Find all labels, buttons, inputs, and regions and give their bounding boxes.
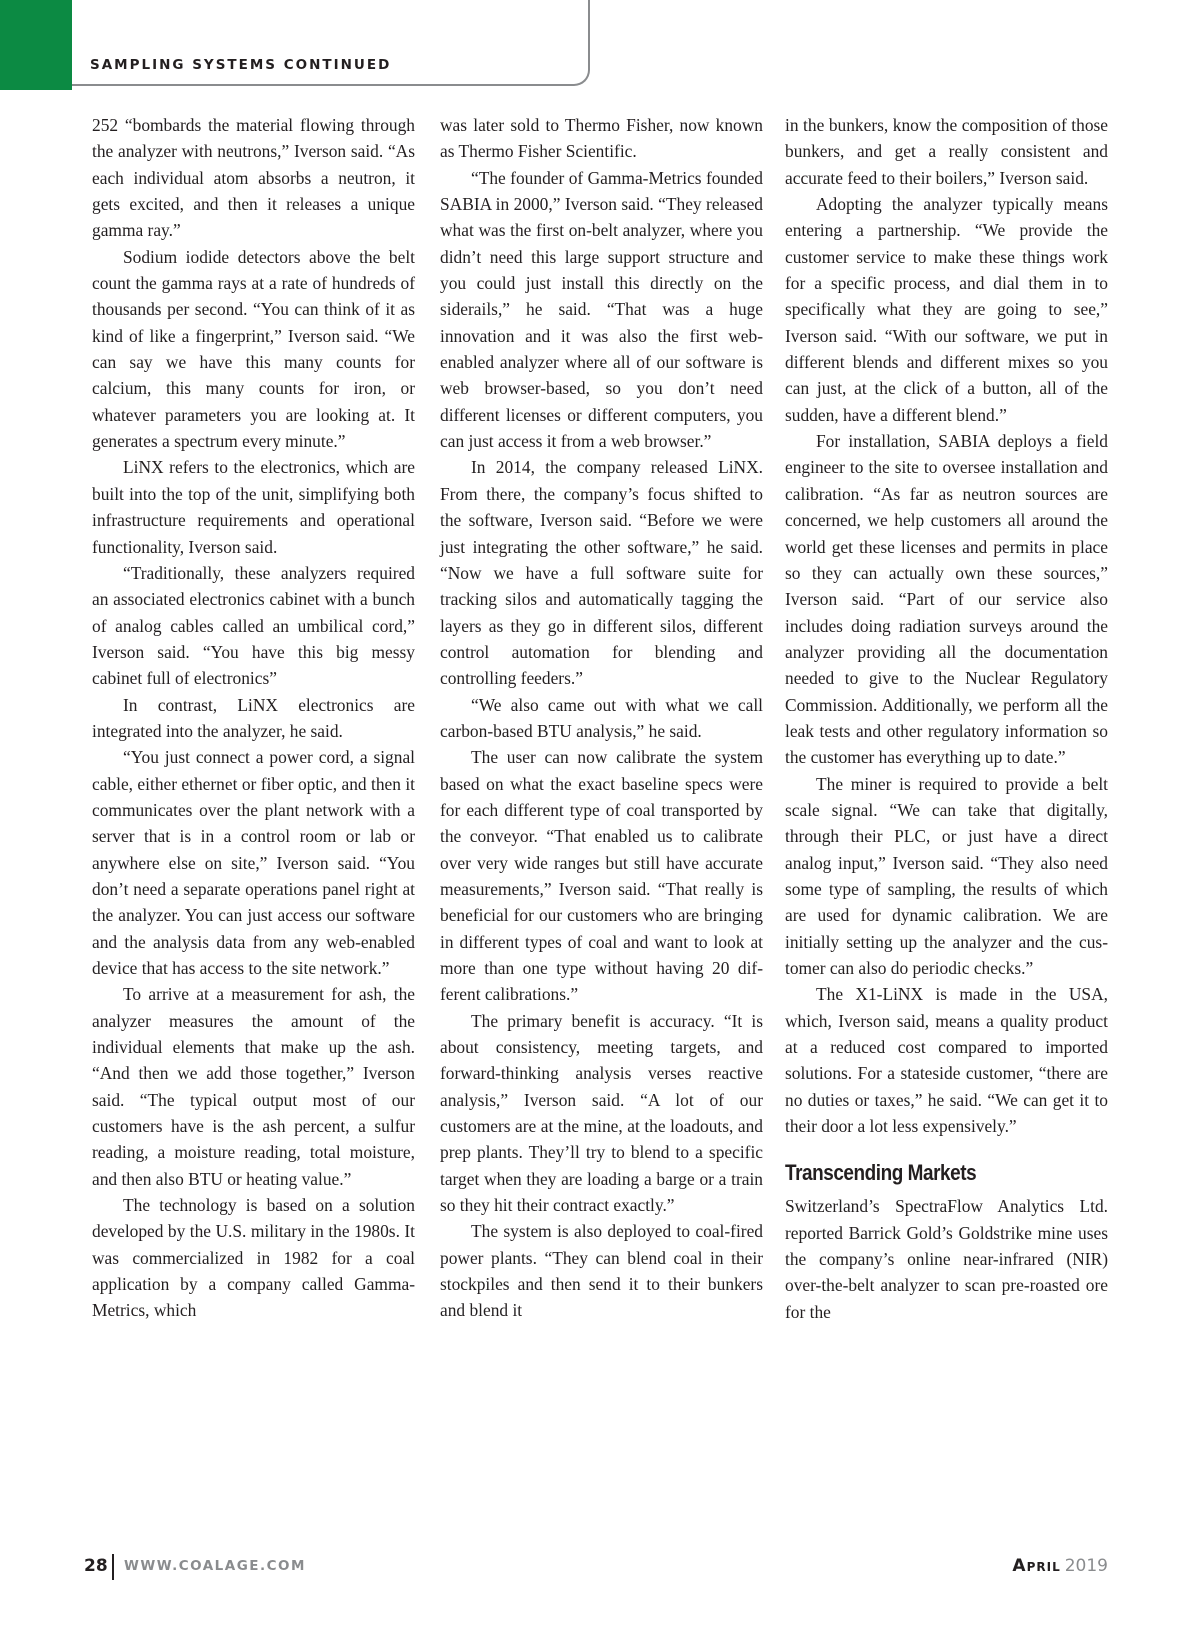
page-number: 28 (84, 1556, 108, 1576)
paragraph: In contrast, LiNX electronics are integrated into the analyzer, he said. (92, 694, 415, 741)
paragraph: The user can now calibrate the system based on what the exact baseline specs were for each different type of coal transported by the conveyor. “That enabled us to calibrate over very wide ranges but still have accurate measurements,” Iverson said. “That really is beneficial for our customers who are bringing in different types of coal and want to look at more than one type without having 20 different calibrations.” (440, 747, 763, 1005)
paragraph: For installation, SABIA deploys a field engineer to the site to oversee installation and calibration. “As far as neutron sources are concerned, we help customers all around the world get these licenses and permits in place so they can actually own these sources,” Iverson said. “Part of our service also includes doing radiation surveys around the analyzer providing all the documentation needed to give to the Nuclear Regulatory Commission. Additionally, we perform all the leak tests and other regulatory information so the customer has everything up to date.” (785, 431, 1108, 768)
paragraph: The miner is required to provide a belt scale signal. “We can take that digitally, through their PLC, or just have a direct analog input,” Iverson said. “They also need some type of sampling, the results of which are used for dynamic calibration. We are initially setting up the analyzer and the customer can also do periodic checks.” (785, 773, 1108, 978)
paragraph: The system is also deployed to coal-fired power plants. “They can blend coal in their stockpiles and then send it to their bunkers and blend it (440, 1221, 763, 1321)
paragraph: “You just connect a power cord, a signal cable, either ethernet or fiber optic, and then it communicates over the plant network with a server that is in a control room or lab or anywhere else on site,” Iverson said. “You don’t need a separate operations panel right at the analyzer. You can just access our software and the analysis data from any web-enabled device that has access to the site network.” (92, 747, 415, 978)
paragraph: Sodium iodide detectors above the belt count the gamma rays at a rate of hundreds of thousands per second. “You can think of it as kind of like a fingerprint,” Iverson said. “We can say we have this many counts for calcium, this many counts for iron, or whatever parameters you are looking at. It generates a spectrum every minute.” (92, 246, 415, 452)
paragraph: The technology is based on a solution developed by the U.S. military in the 1980s. It was commercialized in 1982 for a coal application by a company called Gamma-Metrics, which (92, 1195, 415, 1321)
header-frame (72, 0, 590, 86)
paragraph: “Traditionally, these analyzers required an associated electronics cabinet with a bunch of analog cables called an umbilical cord,” Iverson said. “You have this big messy cabinet full of electronics” (92, 562, 415, 689)
footer-url[interactable]: WWW.COALAGE.COM (124, 1558, 306, 1574)
issue-month: April (1012, 1556, 1061, 1576)
paragraph: The primary benefit is accuracy. “It is about consistency, meeting targets, and forward-thinking analysis verses reactive analysis,” Iverson said. “A lot of our customers are at the mine, at the loadouts, and prep plants. They’ll try to blend to a specific target when they are loading a barge or a train so they hit their contract exactly.” (440, 1010, 763, 1216)
paragraph: LiNX refers to the electronics, which are built into the top of the unit, simplifying both infrastructure requirements and operational functionality, Iverson said. (92, 457, 415, 557)
paragraph: “We also came out with what we call carbon-based BTU analysis,” he said. (440, 694, 763, 741)
paragraph: To arrive at a measurement for ash, the analyzer measures the amount of the individual elements that make up the ash. “And then we add those together,” Iverson said. “The typical output most of our customers have is the ash percent, a sulfur reading, a moisture reading, total moisture, and then also BTU or heating value.” (92, 984, 415, 1189)
section-title: SAMPLING SYSTEMS CONTINUED (90, 57, 392, 73)
paragraph: The X1-LiNX is made in the USA, which, Iverson said, means a quality product at a reduced cost compared to imported solutions. For a stateside customer, “there are no duties or taxes,” he said. “We can get it to their door a lot less expensively.” (785, 984, 1108, 1137)
subheading: Transcending Markets (785, 1160, 977, 1186)
issue-date (1012, 1556, 1108, 1576)
paragraph: Adopting the analyzer typically means entering a partnership. “We provide the customer service to make these things work for a specific process, and dial them in to specifically what they are going to see,” Iverson said. “With our software, we put in different blends and different mixes so you can just, at the click of a button, all of the sudden, have a different blend.” (785, 194, 1108, 425)
article-column-3 (785, 112, 1108, 1325)
article-column-1 (92, 112, 415, 1324)
paragraph: Switzerland’s SpectraFlow Analytics Ltd. reported Barrick Gold’s Goldstrike mine uses the company’s online near-infrared (NIR) over-the-belt analyzer to scan pre-roasted ore for the (785, 1196, 1108, 1322)
article-column-2 (440, 112, 763, 1324)
paragraph: In 2014, the company released LiNX. From there, the company’s focus shifted to the software, Iverson said. “Before we were just integrating the other software,” he said. “Now we have a full software suite for tracking silos and automatically tagging the layers as they go in different silos, different control automation for blending and controlling feeders.” (440, 457, 763, 689)
paragraph: “The founder of Gamma-Metrics founded SABIA in 2000,” Iverson said. “They released what was the first on-belt analyzer, where you didn’t need this large support structure and you could just install this directly on the siderails,” he said. “That was a huge innovation and it was also the first web-enabled analyzer where all of our software is web browser-based, so you don’t need different licenses or different computers, you can just access it from a web browser.” (440, 167, 763, 452)
section-color-tab (0, 0, 72, 90)
paragraph: 252 “bombards the material flowing through the analyzer with neutrons,” Iverson said. “As each individual atom absorbs a neutron, it gets excited, and then it releases a unique gamma ray.” (92, 115, 415, 241)
issue-year: 2019 (1064, 1556, 1108, 1576)
footer-divider (112, 1554, 114, 1580)
paragraph: was later sold to Thermo Fisher, now known as Thermo Fisher Scientific. (440, 115, 763, 162)
paragraph: in the bunkers, know the composition of those bunkers, and get a really consistent and accurate feed to their boilers,” Iverson said. (785, 115, 1108, 188)
page-footer (84, 1556, 1108, 1580)
